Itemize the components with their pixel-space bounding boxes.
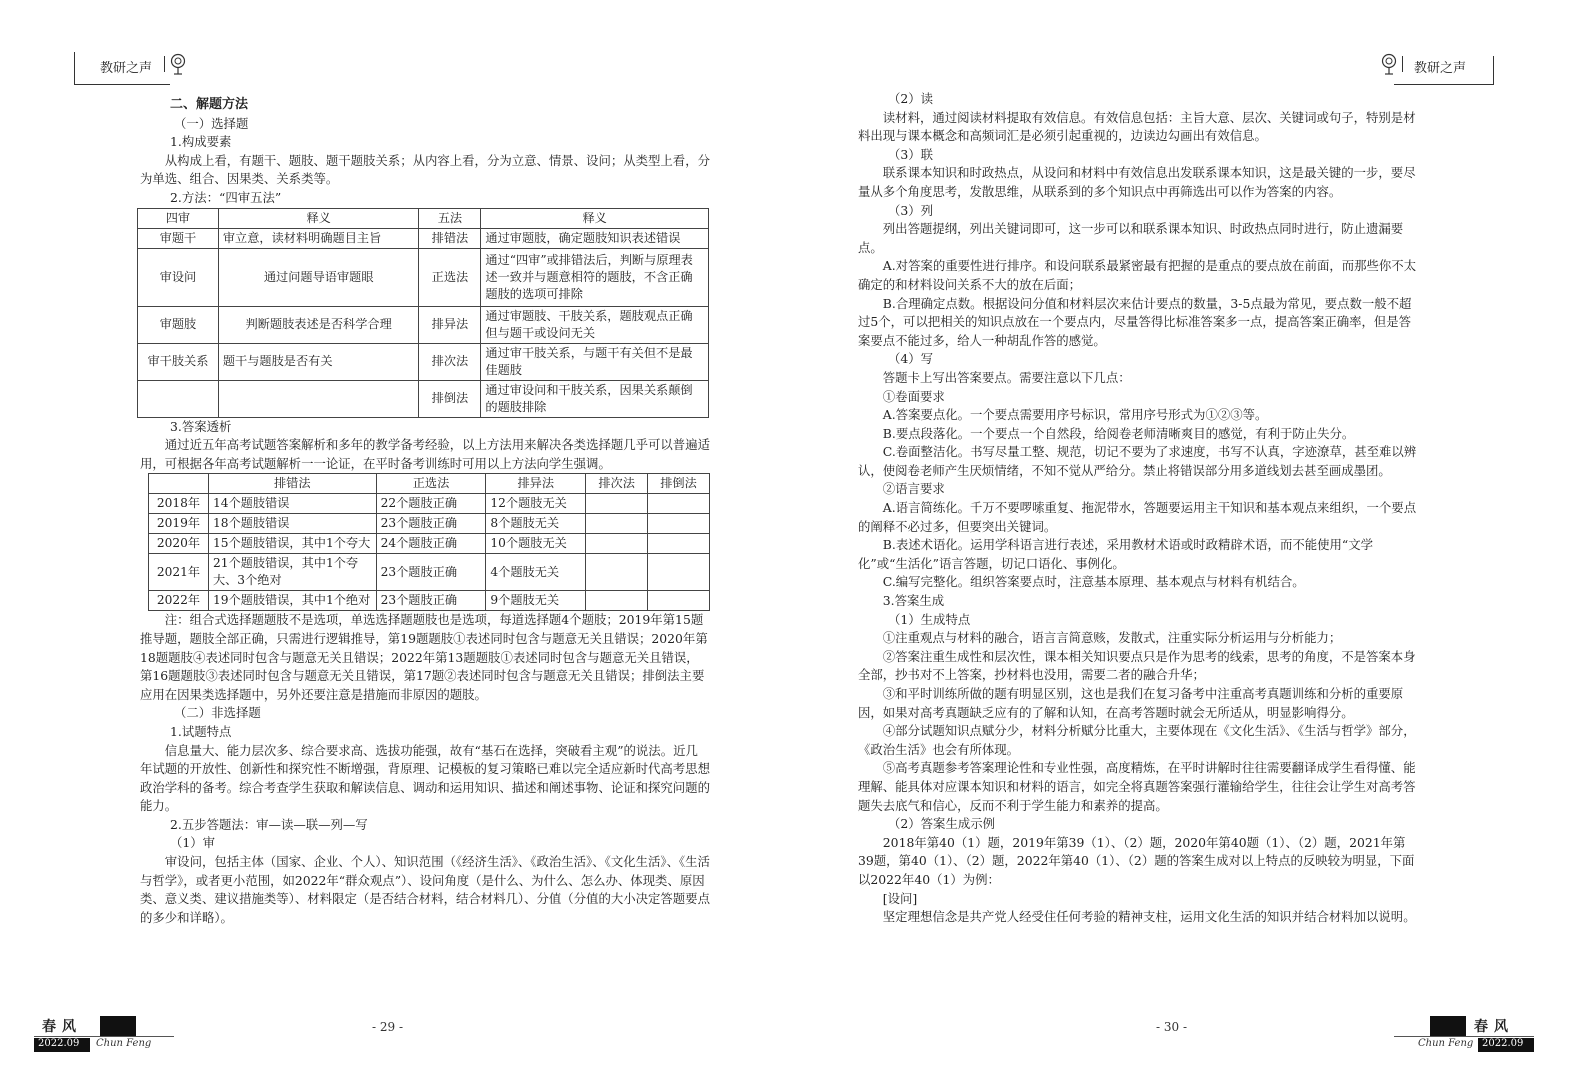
table-cell: 21个题肢错误，其中1个夸大、3个绝对 xyxy=(208,554,376,591)
table-cell: 通过审题肢、干肢关系，题肢观点正确但与题干或设问无关 xyxy=(481,306,709,343)
paragraph: ②答案注重生成性和层次性，课本相关知识要点只是作为思考的线索，思考的角度，不是答案本身全部，抄书对不上答案，抄材料也没用，需要二者的融合升华； xyxy=(858,648,1416,683)
footer-date: 2022.09 xyxy=(38,1038,80,1049)
paragraph-heading: 1.试题特点 xyxy=(170,723,232,739)
table-cell xyxy=(586,514,648,534)
table-cell: 通过问题导语审题眼 xyxy=(218,248,419,306)
paragraph: 2018年第40（1）题，2019年第39（1）、（2）题，2020年第40题（1）、（2）题，2021年第39题，第40（1）、（2）题，2022年第40（1）、（2）题的答案生成对以上特点的反映较为明显，下面以2022年40（1）为例： xyxy=(858,834,1415,887)
table-cell: 2020年 xyxy=(149,534,209,554)
table-header xyxy=(149,474,209,494)
paragraph: ①注重观点与材料的融合，语言言简意赅，发散式，注重实际分析运用与分析能力； xyxy=(882,630,1342,646)
table-row xyxy=(149,514,710,534)
left-column xyxy=(140,96,710,927)
table-cell: 题干与题肢是否有关 xyxy=(218,343,419,380)
table-cell: 审题干 xyxy=(138,228,219,248)
table-header: 正选法 xyxy=(376,474,486,494)
paragraph-heading: 3.答案生成 xyxy=(882,593,945,609)
table-row xyxy=(149,534,710,554)
table-header: 排倒法 xyxy=(648,474,710,494)
table-cell xyxy=(138,380,219,417)
subsection-title: （一）选择题 xyxy=(174,115,249,131)
table-row xyxy=(149,591,710,611)
table-cell xyxy=(586,534,648,554)
paragraph-heading: ②语言要求 xyxy=(882,481,945,497)
note-paragraph: 注：组合式选择题题肢不是选项，单选选择题题肢也是选项，每道选择题4个题肢；2019年第15题推导题，题肢全部正确，只需进行逻辑推导，第19题题肢①表述同时包含与题意无关且错误；2020年第18题题肢④表述同时包含与题意无关且错误；2022年第13题题肢①表述同时包含与题意无关且错误，第16题题肢③表述同时包含与题意无关且错误，第17题②表述同时包含与题意无关且错误；排倒法主要应用在因果类选择题中，另外还要注意是措施而非原因的题肢。 xyxy=(140,612,708,702)
table-cell xyxy=(648,494,710,514)
table-cell: 判断题肢表述是否科学合理 xyxy=(218,306,419,343)
paragraph: A.答案要点化。一个要点需要用序号标识，常用序号形式为①②③等。 xyxy=(882,407,1268,423)
paragraph: C.卷面整洁化。书写尽量工整、规范，切记不要为了求速度，书写不认真，字迹潦草，甚至难以辨认，使阅卷老师产生厌烦情绪，不知不觉从严给分。禁止将错误部分用多道线划去甚至画成墨团。 xyxy=(858,444,1417,478)
table-cell: 排倒法 xyxy=(419,380,481,417)
table-header: 释义 xyxy=(218,208,419,228)
footer-en: Chun Feng xyxy=(96,1038,152,1049)
paragraph-heading: 3.答案透析 xyxy=(170,418,232,434)
table-cell: 9个题肢无关 xyxy=(486,591,586,611)
tree-logo-icon xyxy=(169,53,187,75)
table-row xyxy=(149,554,710,591)
footer-black-block xyxy=(1430,1016,1466,1036)
table-cell: 2022年 xyxy=(149,591,209,611)
paragraph: ③和平时训练所做的题有明显区别，这也是我们在复习备考中注重高考真题训练和分析的重要原因，如果对高考真题缺乏应有的了解和认知，在高考答题时就会无所适从，明显影响得分。 xyxy=(858,686,1404,720)
table-cell: 2019年 xyxy=(149,514,209,534)
paragraph: 答题卡上写出答案要点。需要注意以下几点： xyxy=(882,369,1131,385)
header-title: 教研之声 xyxy=(1414,61,1467,76)
table-cell: 23个题肢正确 xyxy=(376,514,486,534)
paragraph-heading: 2.方法：“四审五法” xyxy=(170,189,282,205)
section-title: 二、解题方法 xyxy=(170,97,249,112)
step-heading: （2）答案生成示例 xyxy=(888,816,996,832)
table-row xyxy=(138,380,709,417)
table-cell: 通过审干肢关系，与题干有关但不是最佳题肢 xyxy=(481,343,709,380)
table-cell xyxy=(218,380,419,417)
table-cell xyxy=(648,591,710,611)
subsection-title: （二）非选择题 xyxy=(174,705,261,721)
header-title: 教研之声 xyxy=(100,61,153,76)
footer-rule xyxy=(34,1036,174,1037)
page-number: - 30 - xyxy=(1156,1020,1188,1034)
table-header: 排次法 xyxy=(586,474,648,494)
paragraph: B.表述术语化。运用学科语言进行表述，采用教材术语或时政精辟术语，而不能使用“文学化”或“生活化”语言答题，切记口语化、事例化。 xyxy=(858,537,1374,571)
paragraph: B.要点段落化。一个要点一个自然段，给阅卷老师清晰爽目的感觉，有利于防止失分。 xyxy=(882,425,1355,441)
paragraph: B.合理确定点数。根据设问分值和材料层次来估计要点的数量，3-5点最为常见，要点数一般不超过5个，可以把相关的知识点放在一个要点内，尽量答得比标准答案多一点，提高答案正确率，但是答案要点不能过多，给人一种胡乱作答的感觉。 xyxy=(858,295,1412,348)
table-cell: 审干肢关系 xyxy=(138,343,219,380)
paragraph: ⑤高考真题参考答案理论性和专业性强，高度精炼，在平时讲解时往往需要翻译成学生看得懂、能理解、能具体对应课本知识和材料的语言，如完全将真题答案强行灌输给学生，往往会让学生对高考答题失去底气和信心，反而不利于学生能力和素养的提高。 xyxy=(858,760,1416,813)
table-cell: 排错法 xyxy=(419,228,481,248)
paragraph: 审设问，包括主体（国家、企业、个人）、知识范围（《经济生活》、《政治生活》、《文化生活》、《生活与哲学》，或者更小范围，如2022年“群众观点”）、设问角度（是什么、为什么、怎么办、体现类、原因类、意义类、建议措施类等）、材料限定（是否结合材料，结合材料几）、分值（分值的大小决定答题要点的多少和详略）。 xyxy=(140,854,710,925)
step-heading: （2）读 xyxy=(888,91,934,106)
paragraph: 通过近五年高考试题答案解析和多年的教学备考经验，以上方法用来解决各类选择题几乎可以普遍适用，可根据各年高考试题解析一一论证，在平时备考训练时可用以上方法向学生强调。 xyxy=(140,437,710,471)
paragraph: 读材料，通过阅读材料提取有效信息。有效信息包括：主旨大意、层次、关键词或句子，特别是材料出现与课本概念和高频词汇是必须引起重视的，边读边勾画出有效信息。 xyxy=(858,109,1416,144)
table-cell: 正选法 xyxy=(419,248,481,306)
table-row xyxy=(138,248,709,306)
tree-logo-icon xyxy=(1380,53,1398,75)
right-page xyxy=(794,0,1588,1077)
table-cell: 23个题肢正确 xyxy=(376,554,486,591)
table-cell: 排次法 xyxy=(419,343,481,380)
table-cell xyxy=(586,494,648,514)
answer-analysis-table xyxy=(148,473,710,611)
table-header: 排错法 xyxy=(208,474,376,494)
table-header: 五法 xyxy=(419,208,481,228)
table-cell: 通过审题肢，确定题肢知识表述错误 xyxy=(481,228,709,248)
table-header: 释义 xyxy=(481,208,709,228)
table-cell: 8个题肢无关 xyxy=(486,514,586,534)
table-cell xyxy=(648,534,710,554)
paragraph: ④部分试题知识点赋分少，材料分析赋分比重大，主要体现在《文化生活》、《生活与哲学》部分，《政治生活》也会有所体现。 xyxy=(858,723,1416,757)
paragraph: A.语言简练化。千万不要啰嗦重复、拖泥带水，答题要运用主干知识和基本观点来组织，一个要点的阐释不必过多，但要突出关键词。 xyxy=(858,500,1417,534)
table-cell: 12个题肢无关 xyxy=(486,494,586,514)
paragraph-heading: ①卷面要求 xyxy=(882,388,945,404)
paragraph-heading: 2.五步答题法：审—读—联—列—写 xyxy=(170,816,368,832)
table-cell: 24个题肢正确 xyxy=(376,534,486,554)
paragraph: 联系课本知识和时政热点，从设问和材料中有效信息出发联系课本知识，这是最关键的一步，要尽量从多个角度思考，发散思维，从联系到的多个知识点中再筛选出可以作为答案的内容。 xyxy=(858,165,1416,199)
footer-rule xyxy=(1394,1036,1534,1037)
table-cell xyxy=(648,514,710,534)
table-row xyxy=(138,228,709,248)
table-cell: 22个题肢正确 xyxy=(376,494,486,514)
paragraph-heading: （1）审 xyxy=(170,835,216,851)
footer-brand: 春风 xyxy=(42,1019,82,1035)
table-cell xyxy=(586,554,648,591)
footer-black-block xyxy=(100,1016,136,1036)
paragraph: C.编写完整化。组织答案要点时，注意基本原理、基本观点与材料有机结合。 xyxy=(882,574,1305,590)
table-cell xyxy=(648,554,710,591)
step-heading: （3）联 xyxy=(888,146,934,162)
right-header xyxy=(1380,52,1494,86)
paragraph: 从构成上看，有题干、题肢、题干题肢关系；从内容上看，分为立意、情景、设问；从类型上看，分为单选、组合、因果类、关系类等。 xyxy=(140,152,710,187)
paragraph-heading: [设问] xyxy=(882,890,918,906)
footer-brand: 春风 xyxy=(1474,1019,1514,1035)
right-column xyxy=(858,90,1420,927)
table-header: 四审 xyxy=(138,208,219,228)
table-cell: 10个题肢无关 xyxy=(486,534,586,554)
four-review-five-methods-table xyxy=(137,208,709,418)
paragraph: 列出答题提纲，列出关键词即可，这一步可以和联系课本知识、时政热点同时进行，防止遗漏要点。 xyxy=(858,221,1404,255)
table-cell: 审设问 xyxy=(138,248,219,306)
table-cell: 2018年 xyxy=(149,494,209,514)
table-cell xyxy=(586,591,648,611)
table-header: 排异法 xyxy=(486,474,586,494)
table-cell: 19个题肢错误，其中1个绝对 xyxy=(208,591,376,611)
table-cell: 18个题肢错误 xyxy=(208,514,376,534)
table-row xyxy=(138,306,709,343)
table-cell: 审立意，读材料明确题目主旨 xyxy=(218,228,419,248)
table-cell: 15个题肢错误，其中1个夸大 xyxy=(208,534,376,554)
table-cell: 14个题肢错误 xyxy=(208,494,376,514)
paragraph: 信息量大、能力层次多、综合要求高、选拔功能强，故有“基石在选择，突破看主观”的说法。近几年试题的开放性、创新性和探究性不断增强，背原理、记模板的复习策略已难以完全适应新时代高考思想政治学科的备考。综合考查学生获取和解读信息、调动和运用知识、描述和阐述事物、论证和探究问题的能力。 xyxy=(140,742,710,814)
table-cell: 审题肢 xyxy=(138,306,219,343)
table-cell: 通过“四审”或排错法后，判断与原理表述一致并与题意相符的题肢，不含正确题肢的选项可排除 xyxy=(481,248,709,306)
footer-en: Chun Feng xyxy=(1418,1038,1474,1049)
table-row xyxy=(138,343,709,380)
table-cell: 通过审设问和干肢关系，因果关系颠倒的题肢排除 xyxy=(481,380,709,417)
step-heading: （1）生成特点 xyxy=(888,611,971,627)
step-heading: （4）写 xyxy=(888,351,934,367)
paragraph: A.对答案的重要性进行排序。和设问联系最紧密最有把握的是重点的要点放在前面，而那些你不太确定的和材料设问关系不大的放在后面； xyxy=(858,258,1417,292)
table-cell: 23个题肢正确 xyxy=(376,591,486,611)
table-row xyxy=(149,494,710,514)
paragraph: 坚定理想信念是共产党人经受住任何考验的精神支柱，运用文化生活的知识并结合材料加以说明。 xyxy=(882,909,1416,925)
table-cell: 2021年 xyxy=(149,554,209,591)
paragraph-heading: 1.构成要素 xyxy=(170,134,232,150)
footer-date: 2022.09 xyxy=(1482,1038,1524,1049)
left-header xyxy=(74,52,186,86)
page-number: - 29 - xyxy=(372,1020,404,1034)
table-cell: 排异法 xyxy=(419,306,481,343)
table-cell: 4个题肢无关 xyxy=(486,554,586,591)
step-heading: （3）列 xyxy=(888,202,934,218)
